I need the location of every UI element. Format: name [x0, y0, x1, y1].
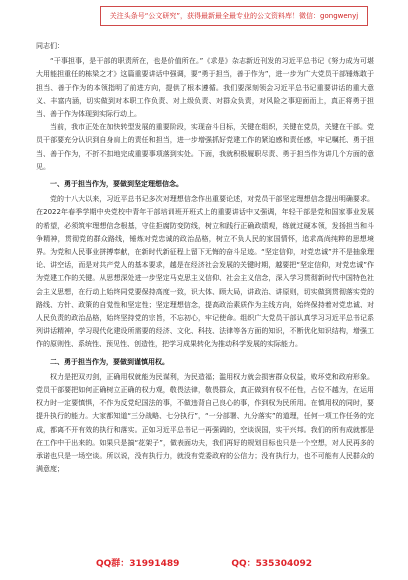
footer-qq-group: QQ群：31991489	[95, 559, 180, 569]
section-heading: 二、勇于担当作为，要做到谨慎用权。	[50, 357, 169, 366]
footer	[0, 556, 408, 572]
top-banner: 关注头条号“公文研究”，获得最新最全最专业的公文资料库！微信：gongwenyj	[100, 6, 368, 26]
section-heading: 一、勇于担当作为，要做到坚定理想信念。	[50, 180, 183, 189]
section-paragraph: 党的十八大以来，习近平总书记多次对理想信念作出重要论述，对党员干部坚定理想信念提出明确要求。在2022年春季学期中央党校中青年干部培训班开班式上的重要讲话中又强调，年轻干部是党和国家事业发展的希望，必须筑牢理想信念根基，守住拒腐防变防线，树立和践行正确政绩观，练就过硬本领，发扬担当和斗争精神，贯彻党的群众路线，锤炼对党忠诚的政治品格，树立不负人民的家国情怀，追求高尚纯粹的思想境界。为党和人民事业拼搏奉献，在新时代新征程上留下无悔的奋斗足迹。“坚定信仰，对党忠诚”并不是抽象理论、讲空话，而是对共产党人的基本要求，越是在经济社会发展的关键时期，越要把“坚定信仰，对党忠诚”作为党建工作的关键。从思想深处进一步坚定马克思主义信仰、社会主义信念，深入学习贯彻新时代中国特色社会主义思想，在行动上始终同党要保持高度一致，识大体、顾大局，讲政治、讲原则，切实做到贯彻落实党的路线、方针、政策的自觉性和坚定性；坚定理想信念，提高政治素质作为主线方向，始终保持着对党忠诚、对人民负责的政治品格，始终坚持党的宗旨，不忘初心，牢记使命。组织广大党员干部认真学习习近平总书记系列讲话精神，学习现代化建设所需要的经济、文化、科技、法律等各方面的知识，不断优化知识结构，增强工作的原则性、系统性、预见性、创造性，把学习成果转化为推动科学发展的实际能力。	[36, 195, 374, 349]
document-body	[36, 40, 374, 552]
salutation: 同志们：	[36, 42, 64, 50]
intro-paragraph: “干事担事，是干部的职责所在，也是价值所在。”《求是》杂志新近刊发的习近平总书记《努力成为可堪大用能担重任的栋梁之才》这篇重要讲话中强调，要“勇于担当，善于作为”，进一步为广大党员干部锤炼敢于担当、善于作为的本领指明了前进方向，提供了根本遵循。我们要深刻领会习近平总书记重要讲话的重大意义、丰富内涵，切实做到对本职工作负责、对上级负责、对群众负责，对风险之事迎面而上，真正将勇于担当、善于作为体现到实际行动上。	[36, 57, 374, 119]
footer-qq: QQ：535304092	[231, 559, 313, 569]
intro-paragraph: 当前，我市正处在加快转型发展的重要阶段，实现奋斗目标，关键在组织，关键在党员，关键在干部。党员干部要充分认识到自身肩上的责任和担当，进一步增强抓好党建工作的紧迫感和责任感，牢记嘱托、勇于担当、善于作为，不折不扣地完成重要事项落到实处。下面，我就积极履职尽责、勇于担当作为讲几个方面的意见。	[36, 123, 374, 171]
section-paragraph: 权力是把双刃剑，正确用权就能为民谋利，为民造福；滥用权力就会损害群众权益，败坏党和政府形象。党员干部要把如何正确树立正确的权力观，敬畏法律，敬畏群众，真正做到有权不任性，占位不越为，在运用权力时一定要慎惧，不作为反党纪国法的事，不做违背自己良心的事，作到权为民所用。在慎用权的同时，要提升执行的能力。大家都知道“三分战略、七分执行”，“一分部署、九分落实”的道理，任何一项工作任务的完成，都离不开有效的执行和落实。正如习近平总书记一再强调的，空谈误国，实干兴邦。我们的所有成就都是在工作中干出来的。如果只是搞“花架子”，做表面功夫，我们再好的规划目标也只是一个空想，对人民再多的承诺也只是一场空谈。所以说，没有执行力，就没有党委政府的公信力；没有执行力，也不可能有人民群众的满意度；	[36, 372, 374, 474]
